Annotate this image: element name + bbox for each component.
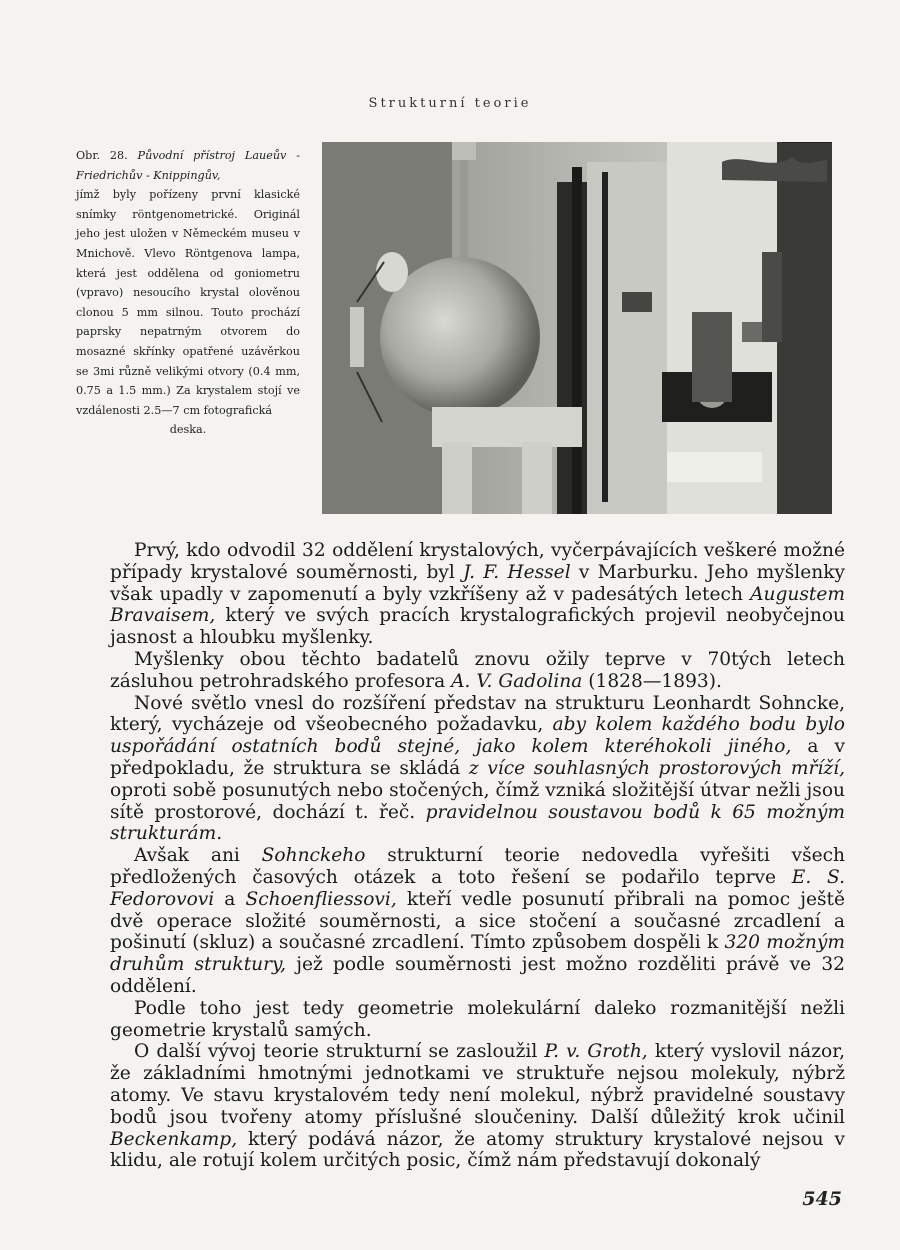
paragraph [110,998,845,1042]
text-run: oproti sobě posunutých nebo stočených, čímž vzniká složitější útvar nežli jsou sítě prostorové, dochází t. řeč. [110,779,845,823]
x-ray-apparatus-photo-icon [322,142,832,514]
text-run: jež podle souměrnosti jest možno rozděliti právě ve 32 oddělení. [110,954,845,997]
text-run: a v předpokladu, že struktura se skládá [110,736,845,779]
running-head: Strukturní teorie [368,96,532,111]
italic-text: J. F. Hessel [463,561,571,583]
text-run: strukturní teorie nedovedla vyřešiti všech předložených časových otázek a toto řešení se podařilo teprve [110,845,845,888]
text-run: v Marburku. Jeho myšlenky však upadly v zapomenutí a byly vzkříšeny až v padesátých letech [110,561,845,605]
text-run: který ve svých pracích krystalografických projevil neobyčejnou jasnost a hloubku myšlenky. [110,605,845,649]
paragraph [110,540,845,649]
text-run: a [214,888,246,910]
italic-text: Schoenfliessovi, [245,888,397,910]
paragraph [110,649,845,693]
italic-text: pravidelnou soustavou bodů k 65 možným strukturám. [110,801,845,845]
text-run: (1828—1893). [582,670,722,692]
text-run: Myšlenky obou těchto badatelů znovu ožily teprve v 70tých letech zásluhou petrohradského profesora [110,648,845,692]
text-run: kteří vedle posunutí přibrali na pomoc ještě dvě operace složité souměrnosti, a sice stočení a současné zrcadlení a pošinutí (skluz) a současné zrcadlení. Tímto způsobem dospěli k [110,888,845,954]
italic-text: Augustem Bravaisem, [110,583,845,627]
caption-text: jímž byly pořízeny první klasické snímky röntgenometrické. Originál jeho jest uložen v Německém museu v Mnichově. Vlevo Röntgenova lampa, která jest oddělena od goniometru (vpravo) nesoucího krystal olověnou clonou 5 mm silnou. Touto prochází paprsky nepatrným otvorem do mosazné skřínky opatřené uzávěrkou se 3mi různě velikými otvory (0.4 mm, 0.75 a 1.5 mm.) Za krystalem stojí ve vzdálenosti 2.5—7 cm fotografická [76,188,300,417]
italic-text: Beckenkamp, [110,1128,238,1150]
text-run: Prvý, kdo odvodil 32 oddělení krystalových, vyčerpávajících veškeré možné případy krystalové souměrnosti, byl [110,540,845,583]
text-run: který vyslovil názor, že základními hmotnými jednotkami ve struktuře nejsou molekuly, nýbrž atomy. Ve stavu krystalovém tedy není molekul, nýbrž pravidelné soustavy bodů jsou tvořeny atomy příslušné sloučeniny. Další důležitý krok učinil [110,1041,846,1128]
paragraph [110,845,845,998]
figure-caption [76,146,300,440]
italic-text: P. v. Groth, [544,1041,648,1063]
italic-text: Sohnckeho [261,845,366,867]
text-run: Nové světlo vnesl do rozšíření představ na strukturu Leonhardt Sohncke, který, vycházeje od všeobecného požadavku, [110,692,845,736]
italic-text: E. S. Fedorovovi [110,866,845,910]
italic-text: 320 možným druhům struktury, [110,932,846,976]
caption-text-end: deska. [169,423,207,437]
body-text [110,540,845,1172]
apparatus-photo [322,142,832,514]
caption-label: Obr. 28. [76,149,128,162]
italic-text: z více souhlasných prostorových mříží, [468,757,845,779]
paragraph [110,1041,845,1172]
page-number: 545 [802,1188,842,1210]
text-run: který podává názor, že atomy struktury krystalové nejsou v klidu, ale rotují kolem určitých posic, čímž nám představují dokonalý [110,1128,845,1172]
caption-heading [76,146,300,185]
text-run: O další vývoj teorie strukturní se zasloužil [134,1041,545,1063]
text-run: Podle toho jest tedy geometrie molekulární daleko rozmanitější nežli geometrie krystalů samých. [110,997,845,1041]
italic-text: aby kolem každého bodu bylo uspořádání ostatních bodů stejné, jako kolem kteréhokoli jiného, [110,714,845,758]
paragraph [110,693,845,846]
italic-text: A. V. Gadolina [451,670,583,692]
text-run: Avšak ani [134,845,262,867]
caption-title: Původní přístroj Laueův - Friedrichův - Knippingův, [76,149,300,182]
